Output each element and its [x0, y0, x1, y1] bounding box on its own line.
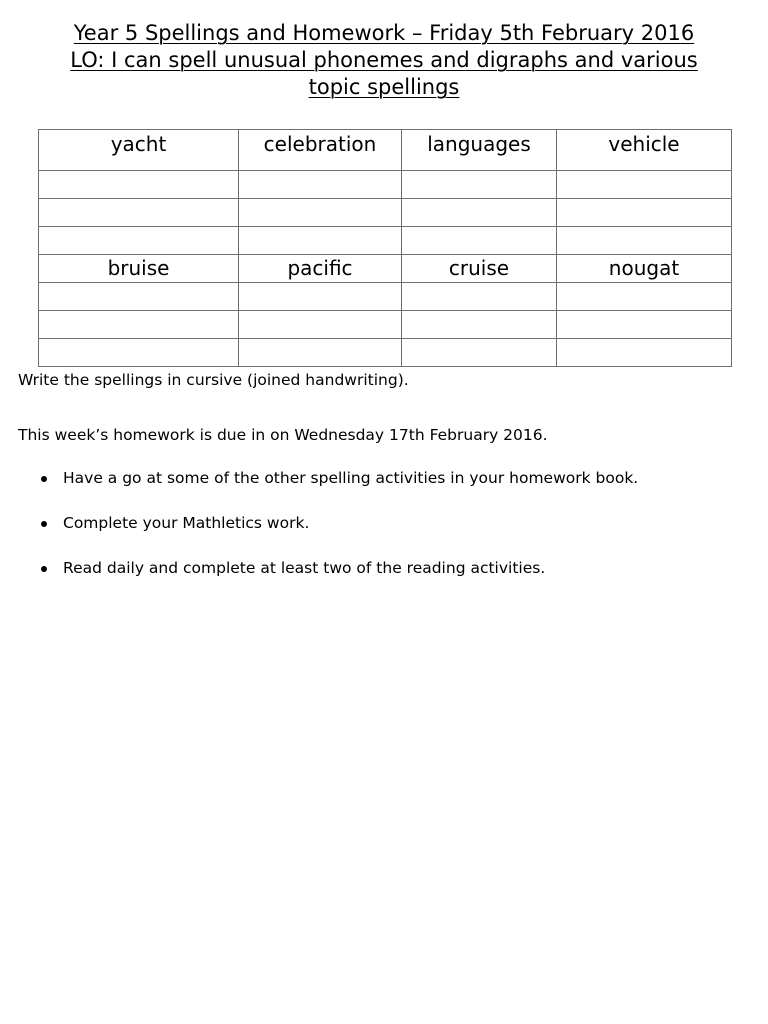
practice-cell[interactable]: [39, 199, 239, 227]
practice-cell[interactable]: [39, 227, 239, 255]
practice-row: [39, 199, 732, 227]
spelling-word: vehicle: [557, 130, 732, 171]
task-text: Complete your Mathletics work.: [63, 514, 310, 532]
spelling-word: pacific: [239, 255, 402, 283]
homework-due-date: This week’s homework is due in on Wednesday 17th February 2016.: [18, 426, 548, 444]
practice-cell[interactable]: [39, 311, 239, 339]
practice-cell[interactable]: [402, 339, 557, 367]
title-line-2: LO: I can spell unusual phonemes and digraphs and various: [70, 48, 698, 72]
practice-cell[interactable]: [239, 171, 402, 199]
bullet-icon: [41, 566, 47, 572]
homework-task-list: [0, 468, 638, 603]
title-line-1: Year 5 Spellings and Homework – Friday 5th February 2016: [73, 21, 695, 45]
practice-row: [39, 227, 732, 255]
task-text: Have a go at some of the other spelling activities in your homework book.: [63, 469, 639, 487]
title-line-3: topic spellings: [308, 75, 460, 99]
spelling-table: [38, 129, 732, 367]
practice-cell[interactable]: [239, 339, 402, 367]
practice-cell[interactable]: [239, 227, 402, 255]
practice-cell[interactable]: [239, 199, 402, 227]
practice-cell[interactable]: [402, 311, 557, 339]
practice-row: [39, 283, 732, 311]
practice-row: [39, 339, 732, 367]
list-item: [0, 558, 638, 578]
practice-cell[interactable]: [557, 227, 732, 255]
practice-cell[interactable]: [557, 171, 732, 199]
practice-cell[interactable]: [402, 171, 557, 199]
practice-cell[interactable]: [557, 199, 732, 227]
practice-cell[interactable]: [39, 339, 239, 367]
spelling-word: cruise: [402, 255, 557, 283]
practice-cell[interactable]: [402, 199, 557, 227]
spelling-word-row: [39, 130, 732, 171]
list-item: [0, 468, 638, 488]
practice-cell[interactable]: [39, 171, 239, 199]
cursive-instruction: Write the spellings in cursive (joined handwriting).: [18, 371, 409, 389]
bullet-icon: [41, 476, 47, 482]
spelling-word: nougat: [557, 255, 732, 283]
spelling-word-row: [39, 255, 732, 283]
bullet-icon: [41, 521, 47, 527]
practice-cell[interactable]: [557, 311, 732, 339]
practice-cell[interactable]: [402, 227, 557, 255]
spelling-word: bruise: [39, 255, 239, 283]
spelling-word: yacht: [39, 130, 239, 171]
spelling-word: celebration: [239, 130, 402, 171]
practice-row: [39, 311, 732, 339]
practice-cell[interactable]: [239, 311, 402, 339]
practice-cell[interactable]: [39, 283, 239, 311]
task-text: Read daily and complete at least two of the reading activities.: [63, 559, 546, 577]
practice-cell[interactable]: [557, 283, 732, 311]
spelling-word: languages: [402, 130, 557, 171]
practice-cell[interactable]: [402, 283, 557, 311]
practice-cell[interactable]: [239, 283, 402, 311]
practice-row: [39, 171, 732, 199]
practice-cell[interactable]: [557, 339, 732, 367]
list-item: [0, 513, 638, 533]
page-title: [0, 20, 768, 101]
